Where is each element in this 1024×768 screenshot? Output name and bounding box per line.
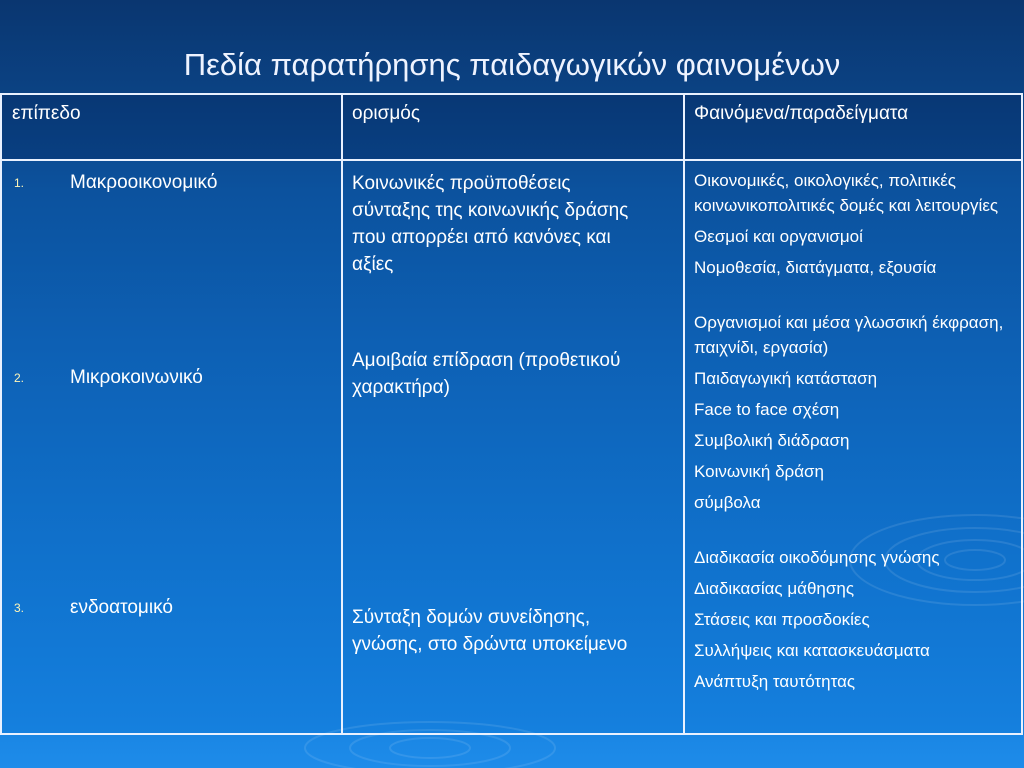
- list-number: 1.: [14, 176, 25, 190]
- list-number: 2.: [14, 371, 25, 385]
- example-item: Κοινωνική δράση: [694, 462, 824, 481]
- level-label: ενδοατομικό: [70, 597, 173, 618]
- example-item: Διαδικασία οικοδόμησης γνώσης: [694, 548, 940, 567]
- list-number: 3.: [14, 601, 25, 615]
- example-item: Θεσμοί και οργανισμοί: [694, 227, 863, 246]
- definition-text: Κοινωνικές προϋποθέσεις σύνταξης της κοινωνικής δράσης που απορρέει από κανόνες και αξίες: [352, 173, 629, 275]
- example-item: Στάσεις και προσδοκίες: [694, 610, 870, 629]
- examples-column: [694, 168, 1008, 700]
- example-item: Νομοθεσία, διατάγματα, εξουσία: [694, 258, 937, 277]
- slide-title: Πεδία παρατήρησης παιδαγωγικών φαινομένων: [183, 47, 841, 82]
- example-item: Συμβολική διάδραση: [694, 431, 850, 450]
- examples-group: [694, 168, 1008, 280]
- header-examples: Φαινόμενα/παραδείγματα: [694, 103, 909, 124]
- examples-group: [694, 310, 1008, 515]
- examples-group: [694, 545, 1008, 694]
- definition-text: Αμοιβαία επίδραση (προθετικού χαρακτήρα): [352, 350, 621, 398]
- column-divider: [341, 93, 343, 735]
- example-item: Ανάπτυξη ταυτότητας: [694, 672, 856, 691]
- bottom-band: [0, 735, 1024, 768]
- level-label: Μακροοικονομικό: [70, 172, 218, 193]
- header-definition: ορισμός: [352, 103, 420, 124]
- column-divider: [683, 93, 685, 735]
- level-item: [14, 595, 173, 621]
- level-item: [14, 170, 217, 196]
- example-item: Διαδικασίας μάθησης: [694, 579, 855, 598]
- example-item: Συλλήψεις και κατασκευάσματα: [694, 641, 930, 660]
- example-item: Οργανισμοί και μέσα γλωσσική έκφραση, παιχνίδι, εργασία): [694, 313, 1004, 357]
- definition-text: Σύνταξη δομών συνείδησης, γνώσης, στο δρώντα υποκείμενο: [352, 607, 628, 655]
- example-item: Οικονομικές, οικολογικές, πολιτικές κοινωνικοπολιτικές δομές και λειτουργίες: [694, 171, 999, 215]
- example-item: σύμβολα: [694, 493, 761, 512]
- level-label: Μικροκοινωνικό: [70, 367, 203, 388]
- example-item: Παιδαγωγική κατάσταση: [694, 369, 878, 388]
- example-item: Face to face σχέση: [694, 400, 840, 419]
- header-level: επίπεδο: [12, 103, 81, 124]
- header-divider: [0, 159, 1023, 161]
- level-item: [14, 365, 203, 391]
